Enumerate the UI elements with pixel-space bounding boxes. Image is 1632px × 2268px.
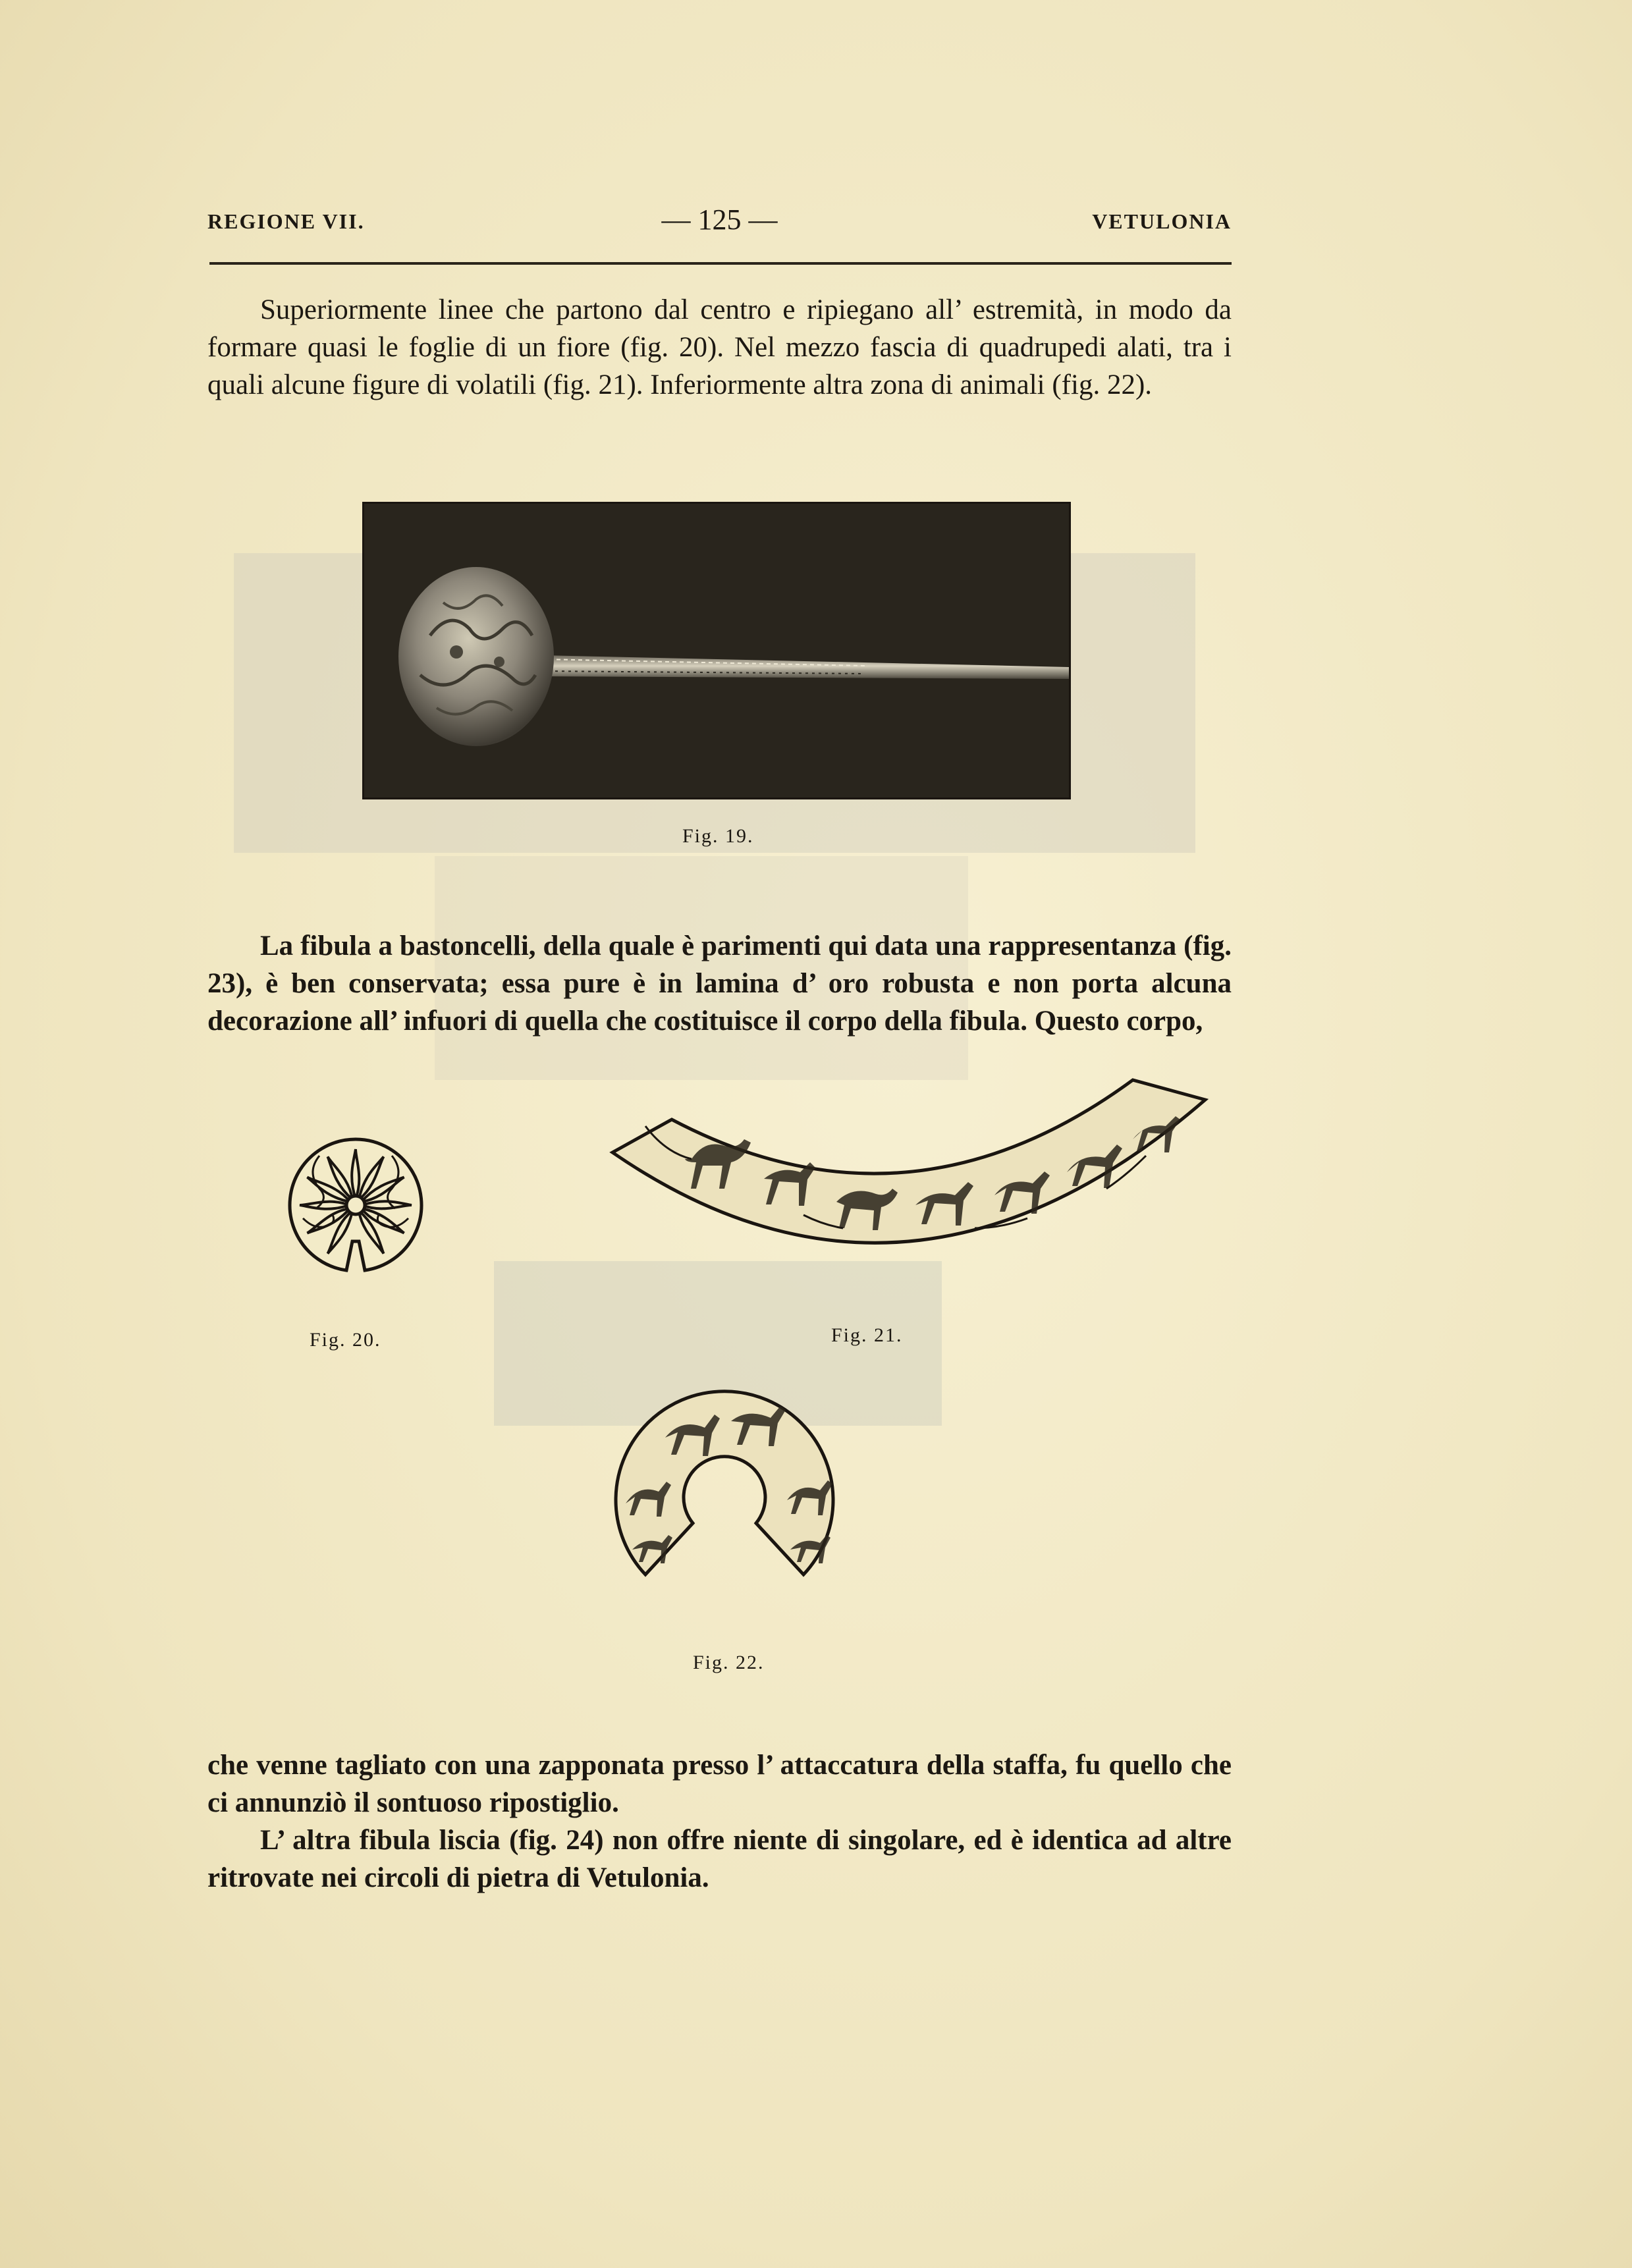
running-header	[207, 203, 1232, 242]
figure-22-caption: Fig. 22.	[693, 1652, 765, 1673]
annular-animal-drawing	[599, 1388, 850, 1592]
header-place: VETULONIA	[1092, 209, 1232, 233]
figure-21-caption: Fig. 21.	[831, 1324, 903, 1346]
pin-with-globular-head-image	[364, 504, 1069, 797]
figure-19-caption: Fig. 19.	[682, 825, 754, 847]
header-region: REGIONE VII.	[207, 209, 365, 233]
figure-19-photo	[362, 502, 1071, 799]
rosette-drawing	[280, 1129, 431, 1281]
header-rule	[209, 262, 1232, 265]
paragraph-4: L’ altra fibula liscia (fig. 24) non offre niente di singolare, ed è identica ad altre ritrovate nei circoli di pietra di Vetulonia.	[207, 1825, 1232, 1893]
page-number: — 125 —	[661, 203, 778, 236]
figure-20-caption: Fig. 20.	[310, 1329, 381, 1351]
paragraph-3: che venne tagliato con una zapponata presso l’ attaccatura della staffa, fu quello che ci annunziò il sontuoso ripostiglio.	[207, 1750, 1232, 1818]
paragraph-2: La fibula a bastoncelli, della quale è parimenti qui data una rappresentanza (fig. 23), è ben conservata; essa pure è in lamina d’ oro robusta e non porta alcuna decorazione all’ infuori di quella che costituisce il corpo della fibula. Questo corpo,	[207, 931, 1232, 1037]
animal-frieze-drawing	[606, 1080, 1212, 1291]
paragraph-1: Superiormente linee che partono dal centro e ripiegano all’ estremità, in modo da formare quasi le foglie di un fiore (fig. 20). Nel mezzo fascia di quadrupedi alati, tra i quali alcune figure di volatili (fig. 21). Inferiormente altra zona di animali (fig. 22).	[207, 294, 1232, 400]
